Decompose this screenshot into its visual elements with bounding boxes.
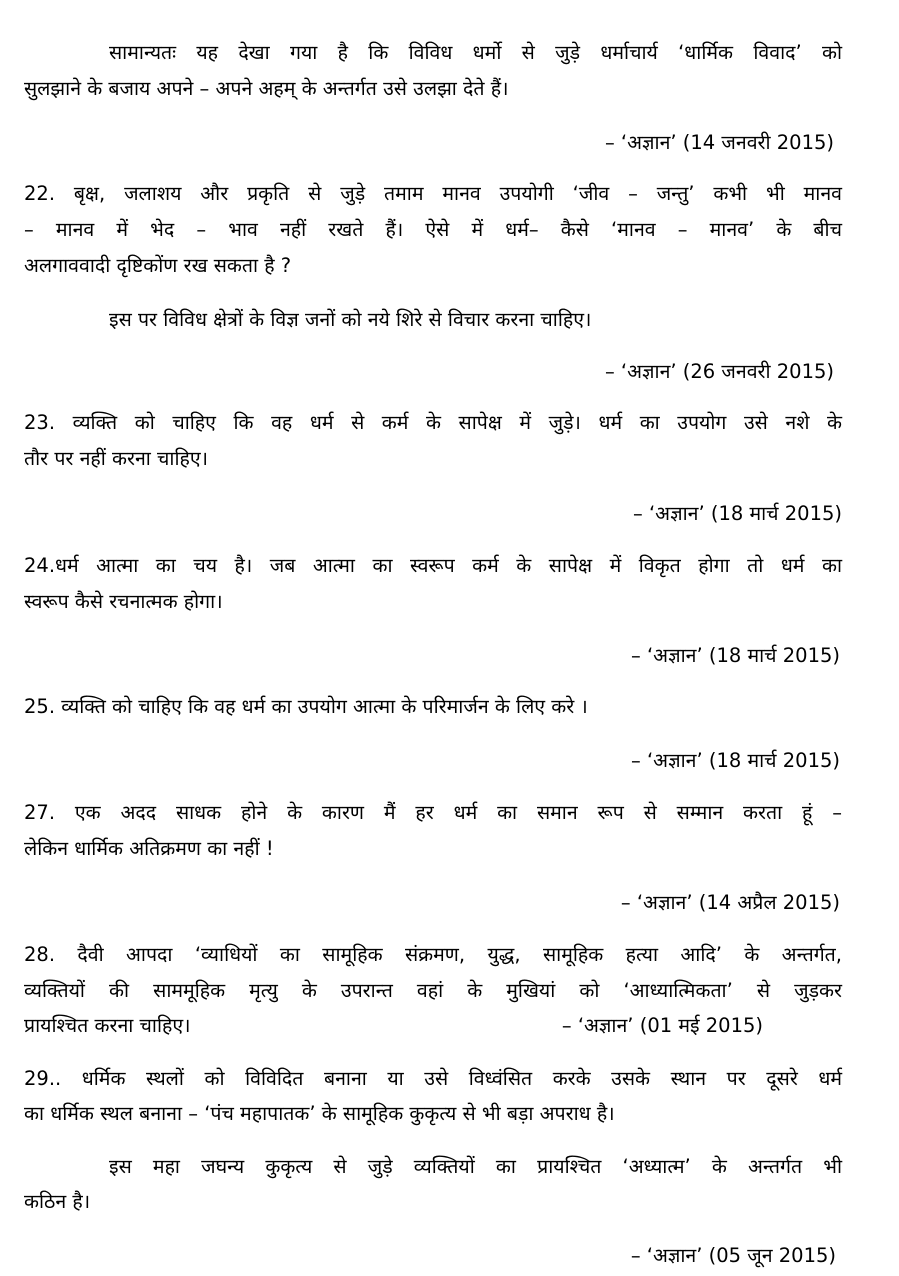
entry-22-line-1: 22. बृक्ष, जलाशय और प्रकृति से जुड़े तमाम मानव उपयोगी ‘जीव – जन्तु’ कभी भी मानव	[24, 182, 842, 205]
entry-0-line-2: सुलझाने के बजाय अपने – अपने अहम् के अन्तर्गत उसे उलझा देते हैं।	[24, 77, 509, 100]
entry-23-line-1: 23. व्यक्ति को चाहिए कि वह धर्म से कर्म के सापेक्ष में जुड़े। धर्म का उपयोग उसे नशे के	[24, 411, 842, 434]
entry-27-line-2: लेकिन धार्मिक अतिक्रमण का नहीं !	[24, 837, 274, 860]
entry-0-line-1: सामान्यतः यह देखा गया है कि विविध धर्मो से जुड़े धर्माचार्य ‘धार्मिक विवाद’ को	[109, 41, 842, 64]
entry-28-line-2: व्यक्तियों की साममूहिक मृत्यु के उपरान्त वहां के मुखियां को ‘आध्यात्मिकता’ से जुड़कर	[24, 979, 842, 1002]
entry-22-line-3: अलगाववादी दृष्टिकोंण रख सकता है ?	[24, 254, 292, 277]
entry-28-line-1: 28. दैवी आपदा ‘व्याधियों का सामूहिक संक्रमण, युद्ध, सामूहिक हत्या आदि’ के अन्तर्गत,	[24, 943, 842, 966]
entry-23-line-2: तौर पर नहीं करना चाहिए।	[24, 447, 209, 470]
entry-29-attribution: – ‘अज्ञान’ (05 जून 2015)	[630, 1244, 836, 1267]
entry-29-line-4: कठिन है।	[24, 1190, 91, 1213]
entry-23-attribution: – ‘अज्ञान’ (18 मार्च 2015)	[633, 502, 842, 525]
entry-25-attribution: – ‘अज्ञान’ (18 मार्च 2015)	[631, 749, 840, 772]
entry-22-line-2: – मानव में भेद – भाव नहीं रखते हैं। ऐसे में धर्म– कैसे ‘मानव – मानव’ के बीच	[24, 218, 842, 241]
entry-27-attribution: – ‘अज्ञान’ (14 अप्रैल 2015)	[620, 891, 840, 914]
entry-24-line-2: स्वरूप कैसे रचनात्मक होगा।	[24, 590, 223, 613]
entry-28-attribution: – ‘अज्ञान’ (01 मई 2015)	[561, 1014, 763, 1037]
entry-24-attribution: – ‘अज्ञान’ (18 मार्च 2015)	[631, 644, 840, 667]
entry-25-line-1: 25. व्यक्ति को चाहिए कि वह धर्म का उपयोग आत्मा के परिमार्जन के लिए करे ।	[24, 695, 588, 718]
entry-22-attribution: – ‘अज्ञान’ (26 जनवरी 2015)	[604, 360, 834, 383]
entry-29-line-3: इस महा जघन्य कुकृत्य से जुड़े व्यक्तियों का प्रायश्चित ‘अध्यात्म’ के अन्तर्गत भी	[109, 1155, 842, 1178]
entry-28-line-3: प्रायश्चित करना चाहिए।	[24, 1014, 191, 1037]
entry-22-line-4: इस पर विविध क्षेत्रों के विज्ञ जनों को नये शिरे से विचार करना चाहिए।	[109, 308, 592, 331]
entry-27-line-1: 27. एक अदद साधक होने के कारण मैं हर धर्म का समान रूप से सम्मान करता हूं –	[24, 801, 842, 824]
entry-29-line-1: 29.. धर्मिक स्थलों को विविदित बनाना या उसे विध्वंसित करके उसके स्थान पर दूसरे धर्म	[24, 1067, 842, 1090]
entry-0-attribution: – ‘अज्ञान’ (14 जनवरी 2015)	[604, 131, 834, 154]
entry-29-line-2: का धर्मिक स्थल बनाना – ‘पंच महापातक’ के सामूहिक कुकृत्य से भी बड़ा अपराध है।	[24, 1102, 615, 1125]
entry-24-line-1: 24.धर्म आत्मा का चय है। जब आत्मा का स्वरूप कर्म के सापेक्ष में विकृत होगा तो धर्म का	[24, 554, 842, 577]
